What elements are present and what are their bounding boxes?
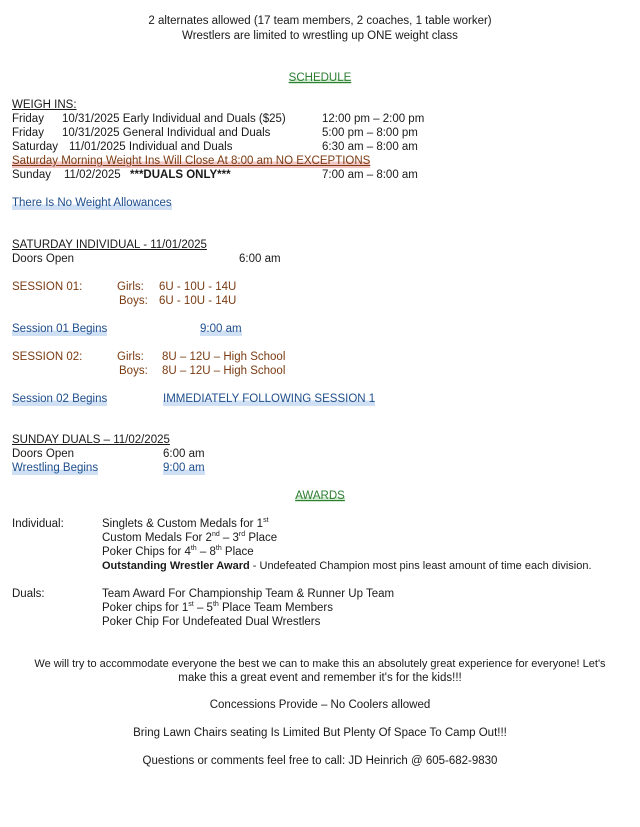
sunday-wrestling-time: 9:00 am [163,462,205,474]
sunday-wrestling-label: Wrestling Begins [12,462,99,474]
session-02-boys: 8U – 12U – High School [162,365,286,377]
sunday-title: SUNDAY DUALS – 11/02/2025 [12,434,170,446]
awards-individual-label: Individual: [12,518,64,530]
award-sup: st [188,601,194,609]
award-line: Team Award For Championship Team & Runner Up Team [102,588,395,600]
award-text: Singlets & Custom Medals for 1 [102,518,264,530]
session-01-label: SESSION 01: [12,281,83,293]
weigh-in-notice: Saturday Morning Weight Ins Will Close At 8:00 am NO EXCEPTIONS [12,155,371,167]
lawn-chairs-note: Bring Lawn Chairs seating Is Limited But Plenty Of Space To Camp Out!!! [133,727,507,739]
footer-paragraph-line-2: make this a great event and remember it's for the kids!!! [178,672,462,684]
weigh-in-time: 5:00 pm – 8:00 pm [322,127,418,139]
weigh-in-desc: 10/31/2025 Early Individual and Duals ($25) [62,113,286,125]
award-sup: th [215,545,222,553]
award-line [102,601,333,615]
session-01-boys-label: Boys: [119,295,148,307]
awards-title [0,489,640,503]
session-02-girls-label: Girls: [117,351,144,363]
award-line [102,545,254,559]
award-text: Custom Medals For 2 [102,532,212,544]
saturday-title: SATURDAY INDIVIDUAL - 11/01/2025 [12,239,207,251]
schedule-title-text: SCHEDULE [288,72,352,84]
weigh-ins-title: WEIGH INS: [12,99,77,111]
award-text: Poker Chips for 4 [102,546,191,558]
award-sup: th [190,545,197,553]
schedule-title [0,71,640,85]
session-02-begins-time: IMMEDIATELY FOLLOWING SESSION 1 [163,393,376,405]
award-line [102,531,277,545]
concessions-note: Concessions Provide – No Coolers allowed [209,699,431,711]
award-line [102,517,269,531]
award-text: – 5 [193,602,213,614]
award-line [102,559,592,573]
award-text: Place [221,546,254,558]
weigh-in-day: Friday [12,113,44,125]
saturday-doors-label: Doors Open [12,253,75,265]
award-sup: rd [238,531,246,539]
header-line-1: 2 alternates allowed (17 team members, 2 coaches, 1 table worker) [148,15,492,27]
contact-info: Questions or comments feel free to call: JD Heinrich @ 605-682-9830 [142,755,498,767]
weigh-in-day: Friday [12,127,44,139]
sunday-doors-time: 6:00 am [163,448,205,460]
award-sup: th [212,601,219,609]
awards-title-text: AWARDS [295,490,345,502]
session-02-girls: 8U – 12U – High School [162,351,286,363]
session-01-begins-label: Session 01 Begins [12,323,108,335]
session-01-boys: 6U - 10U - 14U [159,295,237,307]
weight-allowance-note: There Is No Weight Allowances [12,197,172,209]
weigh-in-time: 6:30 am – 8:00 am [322,141,418,153]
saturday-doors-time: 6:00 am [239,253,281,265]
award-sup: st [263,517,269,525]
session-01-girls: 6U - 10U - 14U [159,281,237,293]
award-text: Place Team Members [218,602,333,614]
award-text: – 3 [219,532,239,544]
footer-paragraph-line-1: We will try to accommodate everyone the best we can to make this an absolutely great experience for everyone! Let's [34,658,606,670]
weigh-in-day: Saturday [12,141,59,153]
session-01-begins-time: 9:00 am [200,323,242,335]
weigh-in-time: 12:00 pm – 2:00 pm [322,113,425,125]
session-02-label: SESSION 02: [12,351,83,363]
weigh-in-desc: ***DUALS ONLY*** [130,169,231,181]
award-text: - Undefeated Champion most pins least amount of time each division. [249,560,592,572]
awards-duals-label: Duals: [12,588,45,600]
sunday-doors-label: Doors Open [12,448,75,460]
weigh-in-day: Sunday [12,169,52,181]
weigh-in-date: 11/02/2025 [64,169,121,181]
award-text: – 8 [196,546,216,558]
award-line: Poker Chip For Undefeated Dual Wrestlers [102,616,321,628]
outstanding-wrestler-award: Outstanding Wrestler Award [102,560,250,572]
weigh-in-desc: 10/31/2025 General Individual and Duals [62,127,271,139]
weigh-in-desc: 11/01/2025 Individual and Duals [69,141,233,153]
weigh-in-time: 7:00 am – 8:00 am [322,169,418,181]
award-text: Place [245,532,278,544]
session-02-begins-label: Session 02 Begins [12,393,108,405]
session-01-girls-label: Girls: [117,281,144,293]
award-text: Poker chips for 1 [102,602,189,614]
award-sup: nd [211,531,220,539]
header-line-2: Wrestlers are limited to wrestling up ONE weight class [182,30,458,42]
session-02-boys-label: Boys: [119,365,148,377]
